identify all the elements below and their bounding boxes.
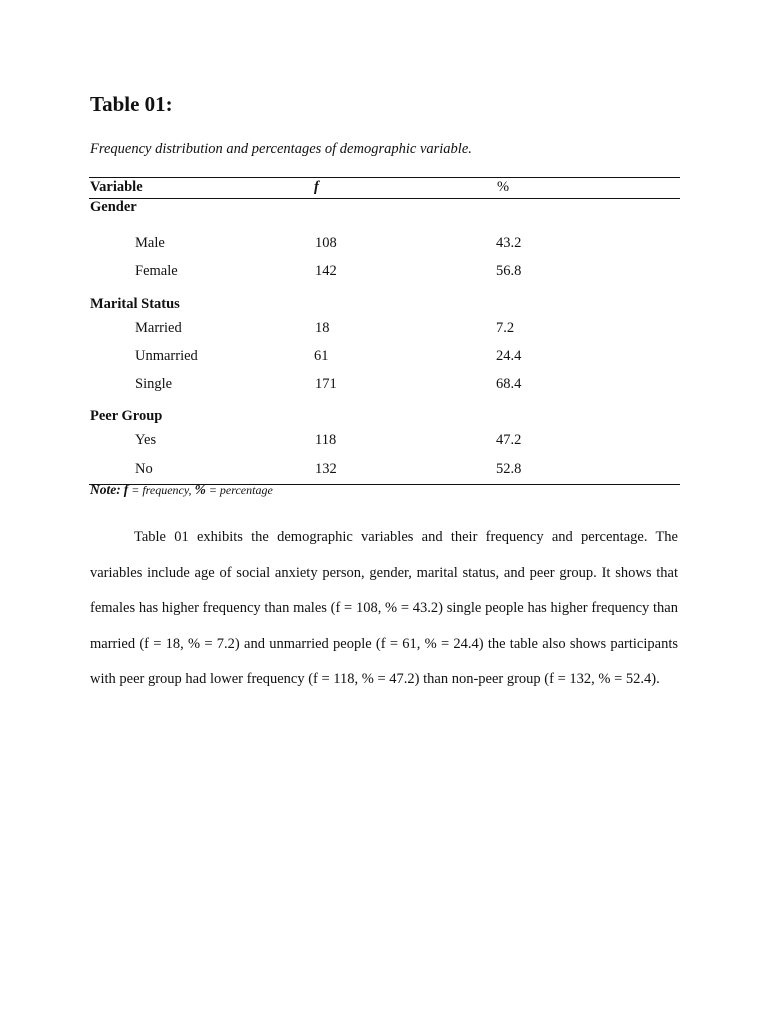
group-label: Gender [90,199,137,215]
row-frequency: 132 [315,460,337,477]
table-row [89,340,680,368]
note-pct-symbol: % [194,482,206,497]
note-text-a: = frequency, [128,483,195,497]
table-title: Table 01: [90,92,173,116]
row-percentage: 56.8 [496,263,522,280]
group-row-marital-status [89,284,680,312]
table-note: Note: f = frequency, % = percentage [90,482,273,497]
note-f-symbol: f [123,482,129,497]
table-row [89,368,680,396]
table-row [89,227,680,255]
table-header-row [89,178,680,199]
header-frequency: f [314,179,319,195]
row-label: Single [135,376,173,393]
row-percentage: 43.2 [496,235,522,251]
table-row [89,312,680,340]
row-label: No [135,460,153,477]
row-percentage: 47.2 [496,432,522,449]
body-paragraph: Table 01 exhibits the demographic variables and their frequency and percentage. The variables include age of social anxiety person, gender, marital status, and peer group. It shows that females has higher frequency than males (f = 108, % = 43.2) single people has higher frequency than married (f = 18, % = 7.2) and unmarried people (f = 61, % = 24.4) the table also shows participants with peer group had lower frequency (f = 118, % = 47.2) than non-peer group (f = 132, % = 52.4). [90,529,678,688]
row-label: Married [135,319,182,336]
row-percentage: 24.4 [496,347,522,364]
note-text-b: = percentage [205,483,273,497]
row-label: Unmarried [135,347,198,364]
table-row [89,424,680,452]
table-row [89,255,680,283]
group-label: Peer Group [90,408,163,425]
header-percentage: % [497,179,510,195]
group-row-gender [89,199,680,227]
table-caption: Frequency distribution and percentages of demographic variable. [90,141,472,157]
demographic-table [89,177,680,485]
row-percentage: 52.8 [496,460,522,477]
row-frequency: 118 [315,432,337,449]
row-frequency: 18 [315,319,330,336]
row-frequency: 61 [314,347,329,364]
group-row-peer-group [89,396,680,424]
row-label: Yes [135,432,157,449]
row-frequency: 108 [315,235,337,251]
row-percentage: 68.4 [496,376,522,393]
row-frequency: 171 [315,376,337,393]
row-percentage: 7.2 [496,319,515,336]
header-variable: Variable [90,179,143,195]
table-row [89,453,680,484]
row-label: Female [135,263,178,280]
row-label: Male [135,235,165,251]
note-label: Note [90,482,117,497]
row-frequency: 142 [315,263,337,280]
group-label: Marital Status [90,295,180,312]
